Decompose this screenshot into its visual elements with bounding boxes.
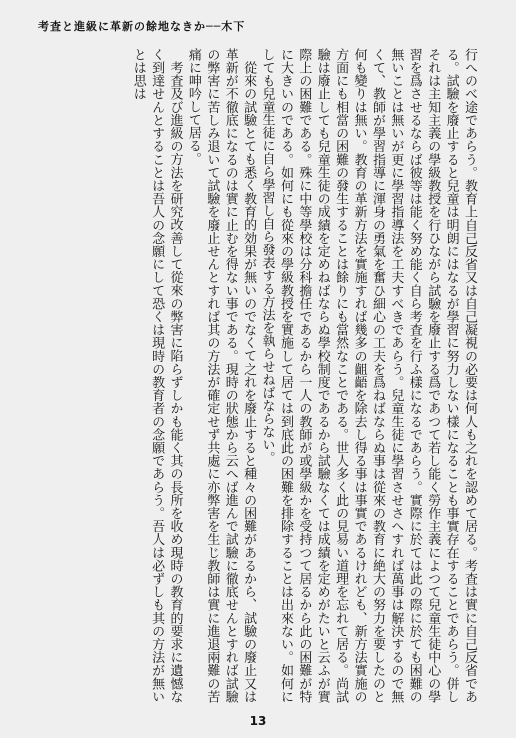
running-header: 考査と進級に革新の餘地なきか──木下 xyxy=(38,20,246,33)
body-text xyxy=(36,48,478,703)
paragraph: 考査及び進級の方法を研究改善して從來の弊害に陷らずしかも能く其の長所を收め現時の教育的要求に遺憾なく到達せんとすることは吾人の念願にして恐くは現時の教育者の念願であらう。吾人は必ずしも其の方法が無いとは思は xyxy=(130,48,183,703)
paragraph: 從來の試驗とても悉く教育的効果が無いのでなくて之れを廢止すると種々の困難があるから、試驗の廢止又は革新が不徹底になるのは實に止むを得ない事である。現時の狀態から云へば進んで試驗に徹底せんとすれば試驗の弊害に苦しみ退いて試驗を廢止せんとすれば其の方法が確定せず共處に亦弊害を生じ教師は實に進退兩難の苦痛に呻吟して居る。 xyxy=(185,48,257,703)
page-number: 13 xyxy=(249,714,267,728)
paragraph: 行へのべ途であらう。教育上自己反省又は自己凝視の必要は何人も之れを認めて居る。考査は實に自己反省である。試驗を廢止すると兒童は明朗にはなるが學習に努力しない樣になることも事實存在することであらう。併しそれは主知主義の學級教授を行ひながら試驗を廢止する爲であつて若し能く勞作主義によつて兒童生徒中心の學習を爲させるならば彼等は能く努め能く自ら考査を行ふ樣になるであらう。實際に於ては此の際に於ても困難の無いことは無いが更に學習指導法を工夫すべきであらう。兒童生徒に學習させさへすれば萬事は解決するので無くて、教師が學習指導に渾身の勇氣を奮ひ細心の工夫を爲ねばならぬ事は從來の教育に絶大の努力を要したのと何も變りは無い。教育の革新方法を實施すれば幾多の齟齬を除去し得る事は事實であるけれども、新方法實施の方面にも相當の困難の發生することは餘りにも當然なことである。世人多く此の見易い道理を忘れて居る。尚試驗は廢止しても兒童生徒の成績を定めねばならぬ學校制度であるから試驗なくては成績を定めがたいと云ふが實際上の困難である。殊に中等學校は分科擔任であるから一人の教師が或學級かを受持つて居るから此の困難が特に大きいのである。如何にも從來の學級教授を實施して居ては到底此の困難を排除することは出來ない。如何にしても兒童生徒に自ら學習し自ら發表する方法を執らせねばならない。 xyxy=(259,48,477,703)
